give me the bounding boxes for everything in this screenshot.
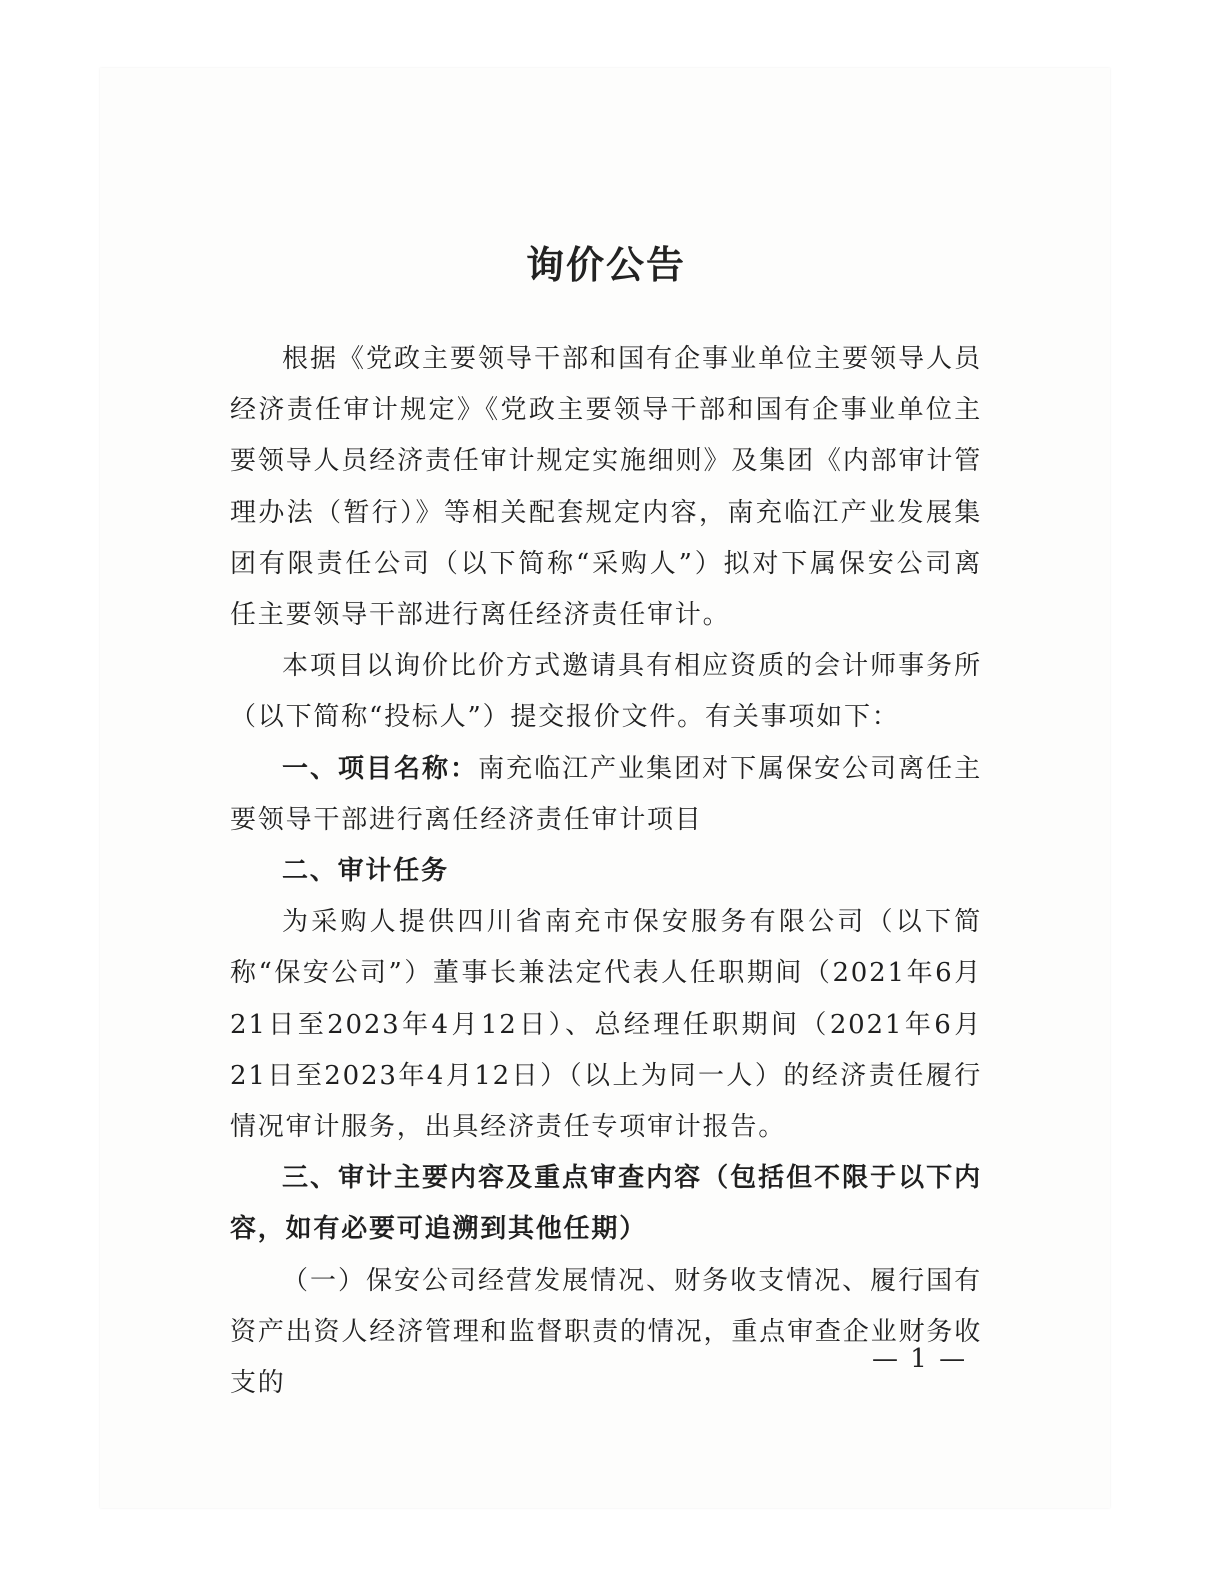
paragraph-audit-task: 为采购人提供四川省南充市保安服务有限公司（以下简称“保安公司”）董事长兼法定代表人任职期间（2021年6月21日至2023年4月12日）、总经理任职期间（2021年6月21日至2023年4月12日）（以上为同一人）的经济责任履行情况审计服务，出具经济责任专项审计报告。 — [230, 907, 982, 1143]
paragraph-audit-item-1: （一）保安公司经营发展情况、财务收支情况、履行国有资产出资人经济管理和监督职责的情况，重点审查企业财务收支的 — [230, 1265, 982, 1399]
project-name-value: 南充临江产业集团对下属保安公司离任主要领导干部进行离任经济责任审计项目 — [230, 753, 982, 835]
page-title: 询价公告 — [525, 243, 686, 287]
page-number: — 1 — — [872, 1344, 968, 1374]
heading-audit-content: 三、审计主要内容及重点审查内容（包括但不限于以下内容，如有必要可追溯到其他任期） — [230, 1163, 982, 1245]
paragraph-intro: 根据《党政主要领导干部和国有企事业单位主要领导人员经济责任审计规定》《党政主要领导干部和国有企事业单位主要领导人员经济责任审计规定实施细则》及集团《内部审计管理办法（暂行）》等相关配套规定内容，南充临江产业发展集团有限责任公司（以下简称“采购人”）拟对下属保安公司离任主要领导干部进行离任经济责任审计。 — [230, 344, 982, 631]
paragraph-invitation: 本项目以询价比价方式邀请具有相应资质的会计师事务所（以下简称“投标人”）提交报价文件。有关事项如下： — [230, 651, 982, 733]
paragraph-project-name — [230, 744, 982, 846]
project-name-label: 一、项目名称： — [282, 753, 479, 784]
heading-audit-task: 二、审计任务 — [282, 856, 449, 887]
document-body — [230, 334, 982, 1409]
